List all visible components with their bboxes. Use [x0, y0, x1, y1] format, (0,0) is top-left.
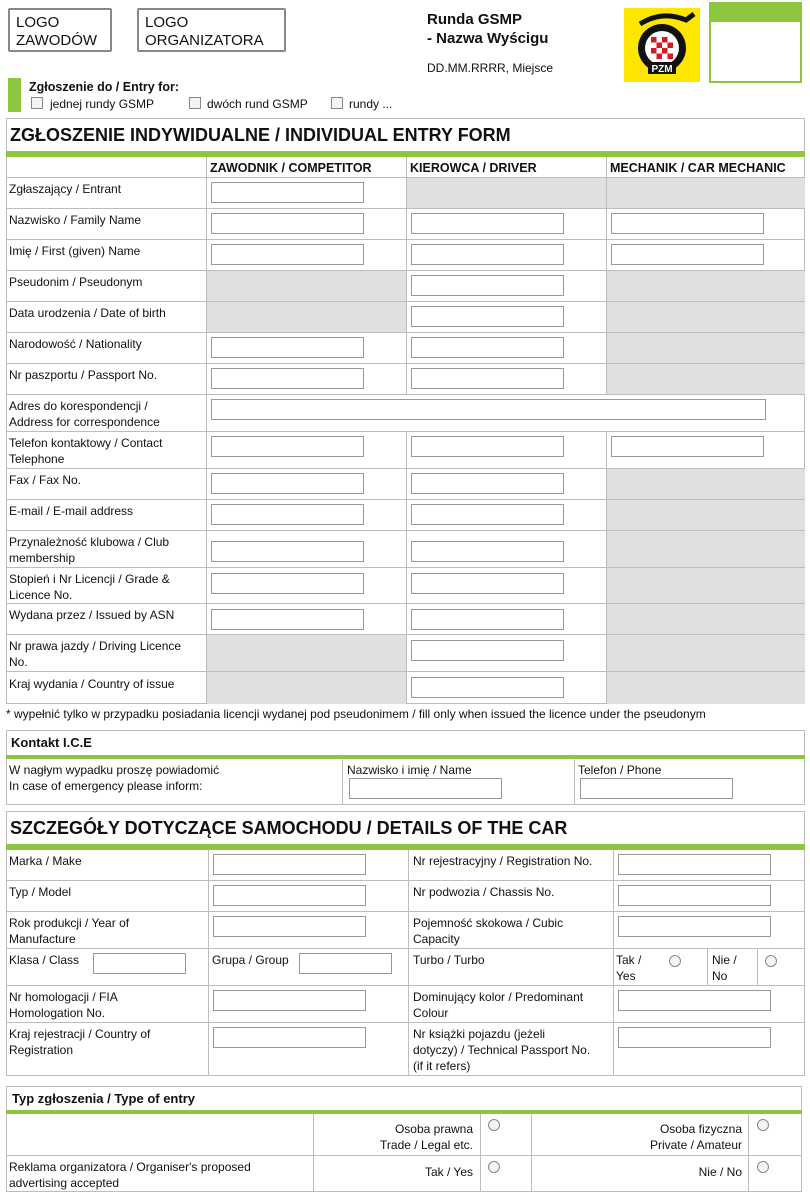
- car-capacity-label: Pojemność skokowa / Cubic Capacity: [413, 916, 564, 946]
- competitor-club-input[interactable]: [211, 541, 364, 562]
- ice-phone-label: Telefon / Phone: [578, 763, 662, 777]
- logo-organizer: LOGO ORGANIZATORA: [137, 8, 286, 52]
- entry-type-legal-label: Osoba prawna Trade / Legal etc.: [380, 1122, 473, 1152]
- stamp-box: [709, 2, 802, 83]
- advertising-yes-radio[interactable]: [488, 1161, 500, 1173]
- ice-name-input[interactable]: [349, 778, 502, 799]
- row-label-telephone: Telefon kontaktowy / Contact Telephone: [9, 436, 163, 466]
- row-label-date-of-birth: Data urodzenia / Date of birth: [9, 306, 166, 320]
- row-label-licence: Stopień i Nr Licencji / Grade & Licence No.: [9, 572, 170, 602]
- car-reg-country-input[interactable]: [213, 1027, 366, 1048]
- car-title: SZCZEGÓŁY DOTYCZĄCE SAMOCHODU / DETAILS OF THE CAR: [10, 818, 568, 838]
- driver-nationality-input[interactable]: [411, 337, 564, 358]
- entry-one-round-label: jednej rundy GSMP: [50, 97, 155, 111]
- car-class-input[interactable]: [93, 953, 186, 974]
- event-round: Runda GSMP: [427, 11, 523, 28]
- car-group-label: Grupa / Group: [212, 953, 289, 967]
- driver-pseudonym-input[interactable]: [411, 275, 564, 296]
- col-driver: KIEROWCA / DRIVER: [410, 161, 537, 175]
- ice-label: W nagłym wypadku proszę powiadomić In case of emergency please inform:: [9, 763, 220, 793]
- car-colour-input[interactable]: [618, 990, 771, 1011]
- driver-driving-licence-input[interactable]: [411, 640, 564, 661]
- entry-type-private-radio[interactable]: [757, 1119, 769, 1131]
- entry-type-legal-radio[interactable]: [488, 1119, 500, 1131]
- advertising-no-radio[interactable]: [757, 1161, 769, 1173]
- row-label-pseudonym: Pseudonim / Pseudonym: [9, 275, 143, 289]
- event-name: - Nazwa Wyścigu: [427, 30, 549, 47]
- driver-telephone-input[interactable]: [411, 436, 564, 457]
- car-make-input[interactable]: [213, 854, 366, 875]
- competitor-fax-input[interactable]: [211, 473, 364, 494]
- mechanic-telephone-input[interactable]: [611, 436, 764, 457]
- car-passport-label: Nr książki pojazdu (jeżeli dotyczy) / Technical Passport No. (if it refers): [413, 1027, 591, 1073]
- event-date-place: DD.MM.RRRR, Miejsce: [427, 61, 553, 75]
- driver-passport-input[interactable]: [411, 368, 564, 389]
- logo-competition: LOGO ZAWODÓW: [8, 8, 112, 52]
- row-label-email: E-mail / E-mail address: [9, 504, 134, 518]
- ice-name-label: Nazwisko i imię / Name: [347, 763, 472, 777]
- car-colour-label: Dominujący kolor / Predominant Colour: [413, 990, 584, 1020]
- competitor-issued-by-input[interactable]: [211, 609, 364, 630]
- car-year-input[interactable]: [213, 916, 366, 937]
- competitor-family-name-input[interactable]: [211, 213, 364, 234]
- row-label-passport: Nr paszportu / Passport No.: [9, 368, 158, 382]
- ice-phone-input[interactable]: [580, 778, 733, 799]
- car-homologation-input[interactable]: [213, 990, 366, 1011]
- entry-two-rounds-checkbox[interactable]: [189, 97, 201, 109]
- car-reg-country-label: Kraj rejestracji / Country of Registration: [9, 1027, 151, 1057]
- row-label-country-issue: Kraj wydania / Country of issue: [9, 677, 175, 691]
- driver-family-name-input[interactable]: [411, 213, 564, 234]
- competitor-passport-input[interactable]: [211, 368, 364, 389]
- turbo-yes-label: Tak / Yes: [616, 953, 642, 983]
- pseudonym-footnote: * wypełnić tylko w przypadku posiadania licencji wydanej pod pseudonimem / fill only when issued the licence under the pseudonym: [6, 707, 706, 721]
- competitor-first-name-input[interactable]: [211, 244, 364, 265]
- advertising-label: Reklama organizatora / Organiser's proposed advertising accepted: [9, 1160, 251, 1190]
- competitor-licence-input[interactable]: [211, 573, 364, 594]
- driver-issued-by-input[interactable]: [411, 609, 564, 630]
- entry-two-rounds-label: dwóch rund GSMP: [207, 97, 308, 111]
- entry-rounds-label: rundy ...: [349, 97, 393, 111]
- car-chassis-label: Nr podwozia / Chassis No.: [413, 885, 555, 899]
- row-label-family-name: Nazwisko / Family Name: [9, 213, 142, 227]
- entry-rounds-checkbox[interactable]: [331, 97, 343, 109]
- event-title: [427, 10, 548, 48]
- car-group-input[interactable]: [299, 953, 392, 974]
- row-label-fax: Fax / Fax No.: [9, 473, 82, 487]
- row-label-entrant: Zgłaszający / Entrant: [9, 182, 122, 196]
- driver-fax-input[interactable]: [411, 473, 564, 494]
- entry-for-title: Zgłoszenie do / Entry for:: [29, 80, 180, 94]
- svg-text:PZM: PZM: [651, 64, 673, 75]
- row-label-address: Adres do korespondencji / Address for correspondence: [9, 399, 160, 429]
- entry-for-accent: [8, 78, 21, 112]
- mechanic-family-name-input[interactable]: [611, 213, 764, 234]
- driver-first-name-input[interactable]: [411, 244, 564, 265]
- row-label-first-name: Imię / First (given) Name: [9, 244, 141, 258]
- car-model-label: Typ / Model: [9, 885, 72, 899]
- car-make-label: Marka / Make: [9, 854, 82, 868]
- ice-title: Kontakt I.C.E: [11, 735, 92, 750]
- driver-email-input[interactable]: [411, 504, 564, 525]
- row-label-club: Przynależność klubowa / Club membership: [9, 535, 170, 565]
- col-competitor: ZAWODNIK / COMPETITOR: [210, 161, 372, 175]
- driver-licence-input[interactable]: [411, 573, 564, 594]
- car-passport-input[interactable]: [618, 1027, 771, 1048]
- row-label-issued-by: Wydana przez / Issued by ASN: [9, 608, 175, 622]
- car-registration-input[interactable]: [618, 854, 771, 875]
- advertising-no-label: Nie / No: [698, 1165, 742, 1179]
- row-label-driving-licence: Nr prawa jazdy / Driving Licence No.: [9, 639, 182, 669]
- entry-one-round-checkbox[interactable]: [31, 97, 43, 109]
- car-turbo-label: Turbo / Turbo: [413, 953, 485, 967]
- col-mechanic: MECHANIK / CAR MECHANIC: [610, 161, 786, 175]
- car-registration-label: Nr rejestracyjny / Registration No.: [413, 854, 593, 868]
- turbo-no-radio[interactable]: [765, 955, 777, 967]
- turbo-yes-radio[interactable]: [669, 955, 681, 967]
- driver-date-of-birth-input[interactable]: [411, 306, 564, 327]
- competitor-entrant-input[interactable]: [211, 182, 364, 203]
- entry-type-private-label: Osoba fizyczna Private / Amateur: [649, 1122, 742, 1152]
- competitor-nationality-input[interactable]: [211, 337, 364, 358]
- row-label-nationality: Narodowość / Nationality: [9, 337, 142, 351]
- car-homologation-label: Nr homologacji / FIA Homologation No.: [9, 990, 118, 1020]
- driver-club-input[interactable]: [411, 541, 564, 562]
- entry-type-title: Typ zgłoszenia / Type of entry: [12, 1091, 195, 1106]
- car-chassis-input[interactable]: [618, 885, 771, 906]
- car-class-label: Klasa / Class: [9, 953, 80, 967]
- individual-title: ZGŁOSZENIE INDYWIDUALNE / INDIVIDUAL ENTRY FORM: [10, 125, 511, 145]
- pzm-logo-icon: [624, 8, 700, 82]
- competitor-telephone-input[interactable]: [211, 436, 364, 457]
- driver-country-issue-input[interactable]: [411, 677, 564, 698]
- car-year-label: Rok produkcji / Year of Manufacture: [9, 916, 130, 946]
- competitor-email-input[interactable]: [211, 504, 364, 525]
- pzm-logo: [624, 8, 700, 82]
- advertising-yes-label: Tak / Yes: [424, 1165, 473, 1179]
- address-input[interactable]: [211, 399, 766, 420]
- mechanic-first-name-input[interactable]: [611, 244, 764, 265]
- turbo-no-label: Nie / No: [712, 953, 737, 983]
- car-model-input[interactable]: [213, 885, 366, 906]
- car-capacity-input[interactable]: [618, 916, 771, 937]
